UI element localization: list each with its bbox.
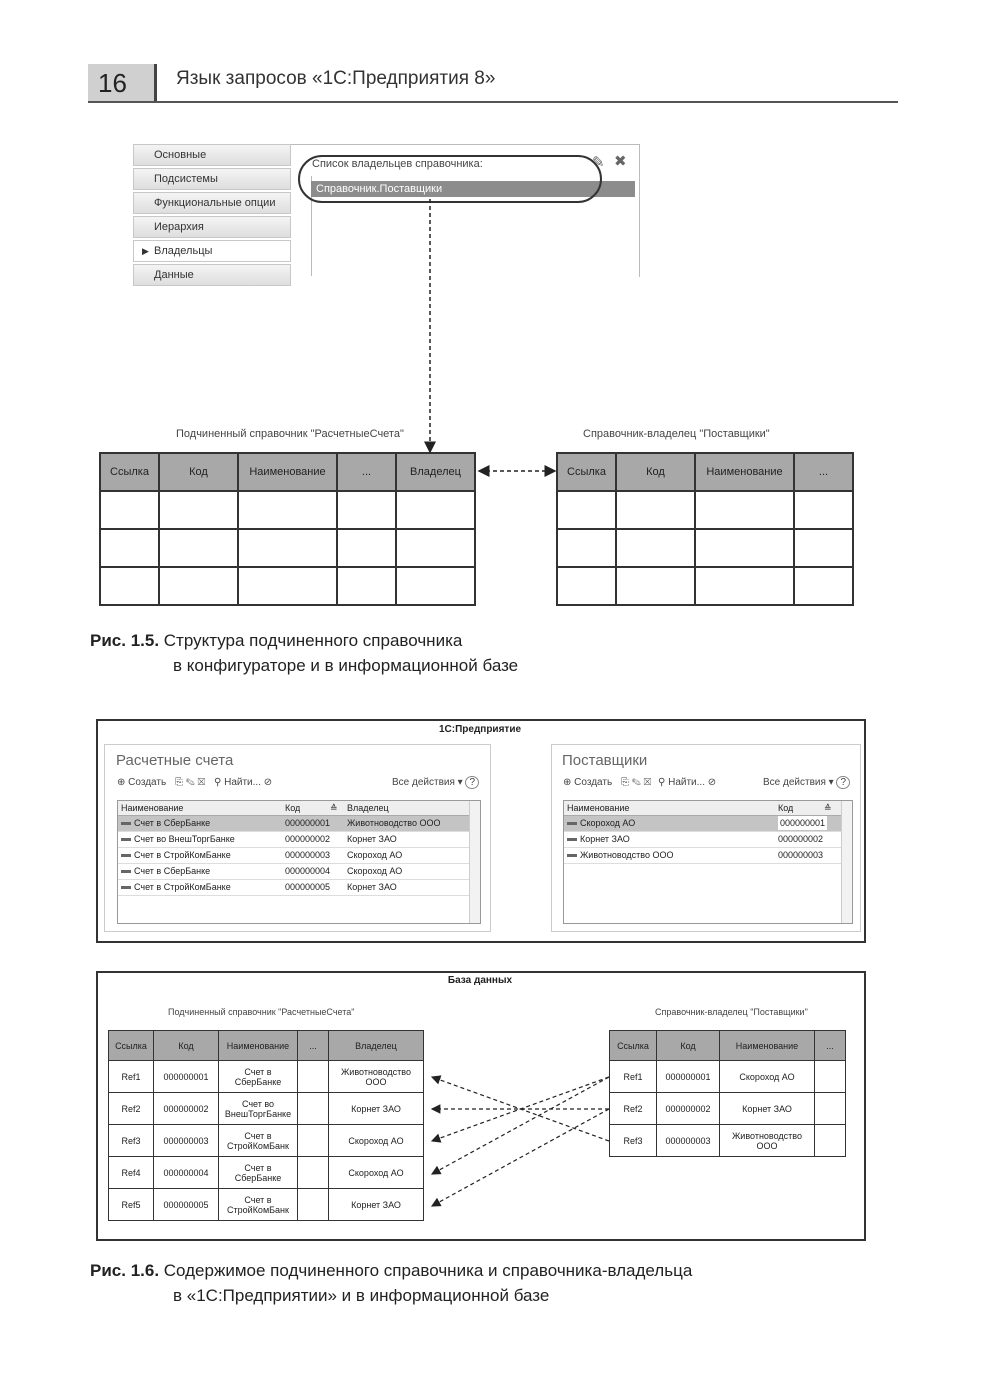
figure-caption-1-6 <box>90 1258 692 1283</box>
app-title: 1С:Предприятие <box>438 724 522 735</box>
column-header: Код <box>154 1031 219 1061</box>
owners-list-item[interactable]: Справочник.Поставщики <box>311 181 635 197</box>
search-icon[interactable]: ⚲ <box>214 777 222 788</box>
cell-name: Счет в СтройКомБанк <box>219 1125 298 1157</box>
cell-owner: Корнет ЗАО <box>329 1189 424 1221</box>
column-header: Ссылка <box>610 1031 657 1061</box>
filter-off-icon[interactable]: ⊘ <box>263 777 273 788</box>
item-name: Животноводство ООО <box>567 848 673 862</box>
item-owner: Корнет ЗАО <box>347 882 397 892</box>
find-button[interactable]: Найти... <box>224 777 261 788</box>
column-header[interactable]: Наименование <box>567 803 630 813</box>
item-name: Счет в СберБанке <box>121 864 210 878</box>
subordinate-caption: Подчиненный справочник "РасчетныеСчета" <box>176 428 404 440</box>
cell-name: Корнет ЗАО <box>720 1093 815 1125</box>
search-icon[interactable]: ⚲ <box>658 777 666 788</box>
cell-name: Счет во ВнешТоргБанке <box>219 1093 298 1125</box>
item-code: 000000004 <box>285 866 331 876</box>
cell-ref: Ref5 <box>109 1189 154 1221</box>
cell-ref: Ref1 <box>109 1061 154 1093</box>
item-code: 000000003 <box>285 850 331 860</box>
item-name: Счет в СтройКомБанке <box>121 848 231 862</box>
cell-ref: Ref3 <box>109 1125 154 1157</box>
item-name: Счет во ВнешТоргБанке <box>121 832 235 846</box>
pencil-icon[interactable]: ✎ <box>592 154 605 171</box>
close-icon[interactable]: ✖ <box>614 153 627 170</box>
item-code: 000000002 <box>778 834 824 844</box>
caption-line-2: в «1С:Предприятии» и в информационной базе <box>173 1286 550 1305</box>
sort-icon[interactable]: ≙ <box>824 803 832 813</box>
cell-name: Счет в СберБанке <box>219 1157 298 1189</box>
create-button[interactable]: Создать <box>574 777 613 788</box>
caption-line-1: Содержимое подчиненного справочника и справочника-владельца <box>163 1261 693 1280</box>
all-actions-label: Все действия ▾ <box>763 777 834 788</box>
column-header: Владелец <box>329 1031 424 1061</box>
column-header: ... <box>794 453 853 491</box>
item-owner: Скороход АО <box>347 850 403 860</box>
cell-ref: Ref2 <box>610 1093 657 1125</box>
item-code: 000000001 <box>285 818 331 828</box>
cell-code: 000000002 <box>657 1093 720 1125</box>
cell-name: Счет в СтройКомБанк <box>219 1189 298 1221</box>
cell-ref: Ref2 <box>109 1093 154 1125</box>
cell-ref: Ref1 <box>610 1061 657 1093</box>
column-header: ... <box>298 1031 329 1061</box>
db-owner-caption: Справочник-владелец "Поставщики" <box>655 1007 808 1017</box>
cell-name: Скороход АО <box>720 1061 815 1093</box>
delete-icon[interactable]: ☒ <box>197 777 206 788</box>
column-header: ... <box>815 1031 846 1061</box>
help-icon[interactable]: ? <box>836 776 850 789</box>
caption-line-1: Структура подчиненного справочника <box>163 631 463 650</box>
cell-owner: Скороход АО <box>329 1157 424 1189</box>
column-header: Наименование <box>219 1031 298 1061</box>
triangle-right-icon: ▶ <box>142 246 149 256</box>
tab-label: Функциональные опции <box>154 197 276 209</box>
item-code: 000000002 <box>285 834 331 844</box>
cell-name: Животноводство ООО <box>720 1125 815 1157</box>
tab-label: Основные <box>154 149 207 161</box>
cell-code: 000000003 <box>154 1125 219 1157</box>
pencil-icon[interactable]: ✎ <box>631 777 641 788</box>
column-header[interactable]: Код <box>778 803 794 813</box>
column-header: Код <box>616 453 695 491</box>
pencil-icon[interactable]: ✎ <box>185 777 195 788</box>
cell-owner: Скороход АО <box>329 1125 424 1157</box>
db-link-arrow <box>432 1109 609 1206</box>
running-title: Язык запросов «1С:Предприятия 8» <box>176 68 496 89</box>
column-header: Ссылка <box>100 453 159 491</box>
cell-owner: Корнет ЗАО <box>329 1093 424 1125</box>
add-icon[interactable]: ⊕ <box>117 777 126 788</box>
item-code: 000000001 <box>780 818 826 828</box>
column-header[interactable]: Владелец <box>347 803 389 813</box>
column-header[interactable]: Код <box>285 803 301 813</box>
cell-code: 000000005 <box>154 1189 219 1221</box>
column-header: Владелец <box>396 453 475 491</box>
owner-caption: Справочник-владелец "Поставщики" <box>583 428 770 440</box>
column-header: Наименование <box>695 453 794 491</box>
item-name: Корнет ЗАО <box>567 832 630 846</box>
tab-label: Данные <box>154 269 194 281</box>
column-header: ... <box>337 453 396 491</box>
item-code: 000000005 <box>285 882 331 892</box>
find-button[interactable]: Найти... <box>668 777 705 788</box>
copy-icon[interactable]: ⎘ <box>620 777 629 788</box>
item-owner: Скороход АО <box>347 866 403 876</box>
tab-label: Подсистемы <box>154 173 218 185</box>
item-owner: Животноводство ООО <box>347 818 441 828</box>
item-name: Счет в СтройКомБанке <box>121 880 231 894</box>
column-header: Ссылка <box>109 1031 154 1061</box>
column-header: Код <box>657 1031 720 1061</box>
cell-ref: Ref4 <box>109 1157 154 1189</box>
item-name: Счет в СберБанке <box>121 816 210 830</box>
cell-name: Счет в СберБанке <box>219 1061 298 1093</box>
cell-code: 000000003 <box>657 1125 720 1157</box>
cell-ref: Ref3 <box>610 1125 657 1157</box>
item-owner: Корнет ЗАО <box>347 834 397 844</box>
column-header[interactable]: Наименование <box>121 803 184 813</box>
delete-icon[interactable]: ☒ <box>643 777 652 788</box>
create-button[interactable]: Создать <box>128 777 167 788</box>
item-name: Скороход АО <box>567 816 635 830</box>
db-link-arrow <box>432 1077 609 1174</box>
column-header: Наименование <box>238 453 337 491</box>
item-code: 000000003 <box>778 850 824 860</box>
cell-owner: Животноводство ООО <box>329 1061 424 1093</box>
accounts-title: Расчетные счета <box>116 752 234 769</box>
column-header: Код <box>159 453 238 491</box>
tab-label: Иерархия <box>154 221 204 233</box>
owners-list-caption: Список владельцев справочника: <box>312 158 483 170</box>
cell-code: 000000001 <box>657 1061 720 1093</box>
cell-code: 000000001 <box>154 1061 219 1093</box>
page-number: 16 <box>88 64 157 102</box>
help-icon[interactable]: ? <box>465 776 479 789</box>
figure-label: Рис. 1.5. <box>90 631 160 650</box>
db-subordinate-caption: Подчиненный справочник "РасчетныеСчета" <box>168 1007 355 1017</box>
copy-icon[interactable]: ⎘ <box>174 777 183 788</box>
suppliers-title: Поставщики <box>562 752 648 769</box>
sort-icon[interactable]: ≙ <box>330 803 338 813</box>
column-header: Наименование <box>720 1031 815 1061</box>
column-header: Ссылка <box>557 453 616 491</box>
cell-code: 000000004 <box>154 1157 219 1189</box>
filter-off-icon[interactable]: ⊘ <box>707 777 717 788</box>
all-actions-label: Все действия ▾ <box>392 777 463 788</box>
tab-label: Владельцы <box>154 245 213 257</box>
caption-line-2: в конфигураторе и в информационной базе <box>173 656 519 675</box>
database-title: База данных <box>447 975 513 986</box>
cell-code: 000000002 <box>154 1093 219 1125</box>
add-icon[interactable]: ⊕ <box>563 777 572 788</box>
figure-label: Рис. 1.6. <box>90 1261 160 1280</box>
